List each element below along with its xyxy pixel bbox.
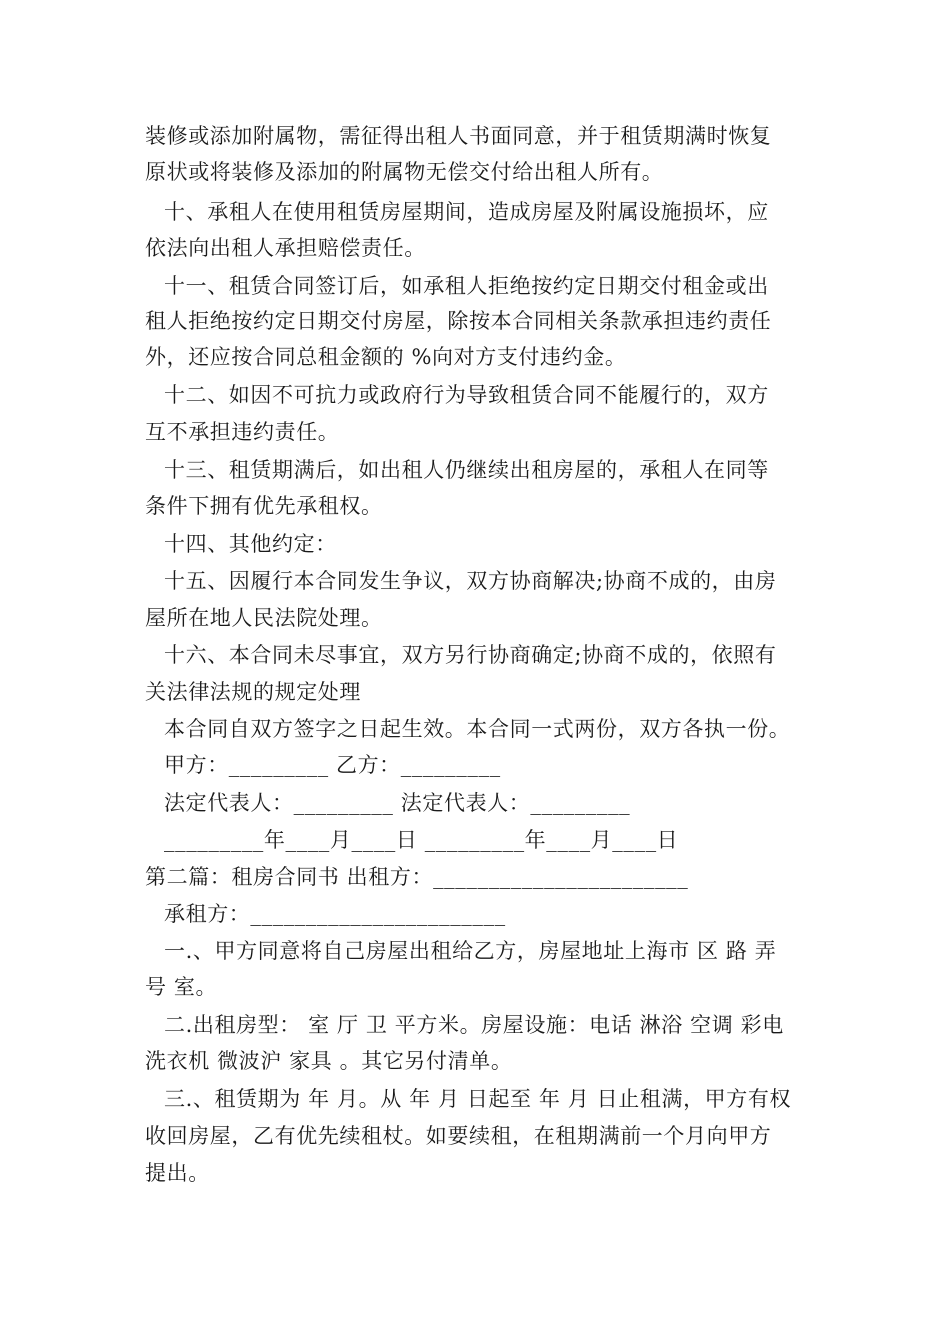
paragraph-line: 装修或添加附属物，需征得出租人书面同意，并于租赁期满时恢复 — [145, 124, 772, 148]
clause-1-line: 一.、甲方同意将自己房屋出租给乙方，房屋地址上海市 区 路 弄 — [164, 939, 777, 963]
signature-date-line: _________年____月____日 _________年____月____日 — [164, 828, 679, 852]
clause-11-line: 十一、租赁合同签订后，如承租人拒绝按约定日期交付租金或出 — [164, 274, 769, 298]
clause-13-line: 条件下拥有优先承租权。 — [145, 494, 383, 518]
clause-14-line: 十四、其他约定： — [164, 532, 337, 556]
clause-10-line: 十、承租人在使用租赁房屋期间，造成房屋及附属设施损坏，应 — [164, 200, 769, 224]
clause-3-line: 提出。 — [145, 1161, 210, 1185]
clause-10-line: 依法向出租人承担赔偿责任。 — [145, 236, 426, 260]
clause-13-line: 十三、租赁期满后，如出租人仍继续出租房屋的，承租人在同等 — [164, 458, 769, 482]
clause-12-line: 十二、如因不可抗力或政府行为导致租赁合同不能履行的，双方 — [164, 383, 769, 407]
clause-15-line: 屋所在地人民法院处理。 — [145, 606, 383, 630]
clause-15-line: 十五、因履行本合同发生争议，双方协商解决;协商不成的，由房 — [164, 569, 777, 593]
clause-11-line: 外，还应按合同总租金额的 %向对方支付违约金。 — [145, 345, 627, 369]
clause-16-line: 十六、本合同未尽事宜，双方另行协商确定;协商不成的，依照有 — [164, 643, 777, 667]
tenant-field-line: 承租方：_______________________ — [164, 902, 506, 926]
party-signature-line: 甲方：_________ 乙方：_________ — [164, 753, 501, 777]
clause-2-line: 二.出租房型： 室 厅 卫 平方米。房屋设施：电话 淋浴 空调 彩电 — [164, 1013, 784, 1037]
representative-signature-line: 法定代表人：_________ 法定代表人：_________ — [164, 791, 631, 815]
clause-3-line: 收回房屋，乙有优先续租杖。如要续租，在租期满前一个月向甲方 — [145, 1124, 772, 1148]
clause-16-line: 关法律法规的规定处理 — [145, 680, 361, 704]
clause-2-line: 洗衣机 微波沪 家具 。其它另付清单。 — [145, 1049, 513, 1073]
clause-12-line: 互不承担违约责任。 — [145, 420, 340, 444]
clause-3-line: 三.、租赁期为 年 月。从 年 月 日起至 年 月 日止租满，甲方有权 — [164, 1087, 792, 1111]
clause-1-line: 号 室。 — [145, 975, 218, 999]
effective-clause-line: 本合同自双方签字之日起生效。本合同一式两份，双方各执一份。 — [164, 717, 791, 741]
section-heading-line: 第二篇：租房合同书 出租方：_______________________ — [145, 865, 689, 889]
clause-11-line: 租人拒绝按约定日期交付房屋，除按本合同相关条款承担违约责任 — [145, 309, 772, 333]
paragraph-line: 原状或将装修及添加的附属物无偿交付给出租人所有。 — [145, 160, 664, 184]
